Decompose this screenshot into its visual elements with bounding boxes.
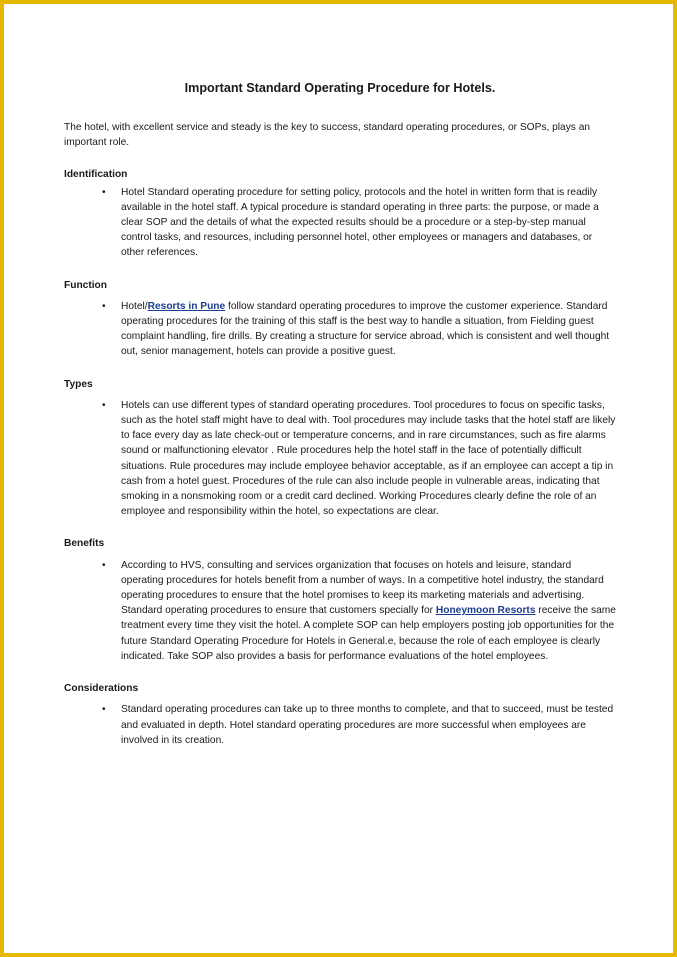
- section-heading-function: Function: [64, 279, 108, 291]
- section-heading-types: Types: [64, 378, 93, 390]
- section-heading-benefits: Benefits: [64, 538, 105, 550]
- document-page: [64, 80, 616, 765]
- section-text-before-link: Hotel/: [121, 300, 148, 312]
- bullet-icon: •: [102, 300, 106, 312]
- document-title: Important Standard Operating Procedure for Hotels.: [184, 81, 496, 95]
- resorts-in-pune-link[interactable]: Resorts in Pune: [147, 300, 226, 312]
- section-text: Hotels can use different types of standard operating procedures. Tool procedures to focus on specific tasks, such as the hotel staff might have to deal with. Tool procedures may include tasks that the hotel staff are likely to face every day as late check-out or temperature concerns, and in rare circumstances, such as fire alarms sound or malfunctioning elevator . Rule procedures help the hotel staff in the face of potentially difficult situations. Rule procedures may include employee behavior acceptable, as if an employee can accept a tip in cash from a hotel guest. Procedures of the rule can also include people in vulnerable areas, indicating that smoking in a nonsmoking room or a credit card declined. Working Procedures clearly define the role of an employee and responsibility within the hotel, so expectations are clear.: [121, 399, 616, 518]
- section-body-types: [64, 398, 616, 520]
- section-body-benefits: [64, 558, 616, 664]
- section-text-after-link: receive the same treatment every time they visit the hotel. A complete SOP can help employers posting job opportunities for the future Standard Operating Procedure for Hotels in General.e, because the role of each employee is clearly indicated. Take SOP also provides a basis for performance evaluations of the hotel employees.: [121, 605, 616, 662]
- honeymoon-resorts-link[interactable]: Honeymoon Resorts: [435, 605, 536, 617]
- section-body-function: [64, 299, 616, 360]
- intro-paragraph: The hotel, with excellent service and steady is the key to success, standard operating procedures, or SOPs, plays an important role.: [64, 122, 591, 149]
- section-text: Hotel Standard operating procedure for setting policy, protocols and the hotel in written form that is readily available in the hotel staff. A typical procedure is standard operating in three parts: the purpose, or made a clear SOP and the details of what the expected results should be a procedure or a step-by-step manual control tasks, and resources, including personnel hotel, other employees or managers and databases, or other references.: [121, 186, 599, 259]
- bullet-icon: •: [102, 186, 106, 198]
- section-heading-identification: Identification: [64, 169, 128, 181]
- section-text-after-link: follow standard operating procedures to improve the customer experience. Standard operating procedures for the training of this staff is the best way to handle a situation, from Fielding guest complaint handling, fire drills. By creating a structure for service abroad, which is consistent and well thought out, senior management, hotels can provide a positive guest.: [121, 300, 610, 358]
- section-text: Standard operating procedures can take up to three months to complete, and that to succeed, must be tested and evaluated in depth. Hotel standard operating procedures are more successful when employees are involved in its creation.: [121, 704, 614, 746]
- section-heading-considerations: Considerations: [64, 683, 139, 695]
- bullet-icon: •: [102, 399, 106, 411]
- bullet-icon: •: [102, 559, 106, 571]
- bullet-icon: •: [102, 704, 106, 716]
- section-body-identification: [64, 185, 616, 261]
- section-body-considerations: [64, 702, 616, 748]
- section-text-before-link: According to HVS, consulting and services organization that focuses on hotels and leisure, standard operating procedures for hotels benefit from a number of ways. In a competitive hotel industry, the standard operating procedures to ensure that the hotel promises to keep its marketing materials and advertising. Standard operating procedures to ensure that customers specially for: [121, 559, 604, 617]
